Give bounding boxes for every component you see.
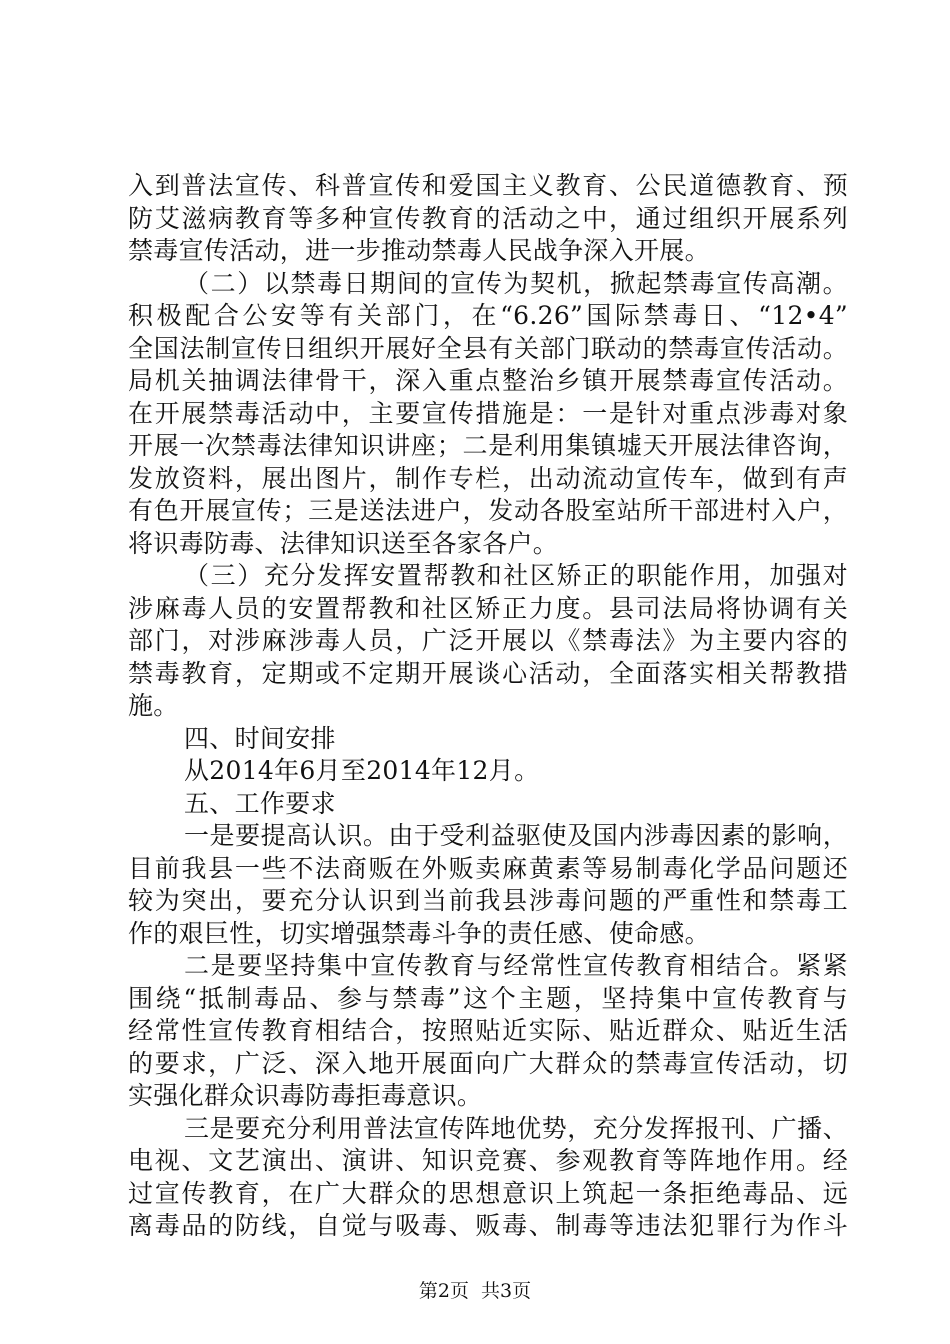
text-line: 积极配合公安等有关部门，在“6.26”国际禁毒日、“12•4” [128, 301, 848, 330]
text-line: 涉麻毒人员的安置帮教和社区矫正力度。县司法局将协调有关 [128, 593, 848, 623]
text-line: 目前我县一些不法商贩在外贩卖麻黄素等易制毒化学品问题还 [128, 853, 848, 883]
text-line: 四、时间安排 [184, 723, 336, 753]
text-line: 较为突出，要充分认识到当前我县涉毒问题的严重性和禁毒工 [128, 886, 848, 915]
text-line: 禁毒教育，定期或不定期开展谈心活动，全面落实相关帮教措 [128, 658, 848, 688]
text-line: 离毒品的防线，自觉与吸毒、贩毒、制毒等违法犯罪行为作斗 [128, 1211, 848, 1240]
text-line: 有色开展宣传；三是送法进户，发动各股室站所干部进村入户， [128, 496, 848, 525]
text-line: 围绕“抵制毒品、参与禁毒”这个主题，坚持集中宣传教育与 [128, 983, 848, 1013]
text-line: 入到普法宣传、科普宣传和爱国主义教育、公民道德教育、预 [128, 171, 848, 200]
text-line: 实强化群众识毒防毒拒毒意识。 [128, 1081, 483, 1110]
text-line: 施。 [128, 691, 179, 720]
text-line: 经常性宣传教育相结合，按照贴近实际、贴近群众、贴近生活 [128, 1016, 848, 1045]
text-line: 电视、文艺演出、演讲、知识竞赛、参观教育等阵地作用。经 [128, 1146, 848, 1175]
text-line: 全国法制宣传日组织开展好全县有关部门联动的禁毒宣传活动。 [128, 333, 848, 363]
text-line: 的要求，广泛、深入地开展面向广大群众的禁毒宣传活动，切 [128, 1048, 848, 1078]
text-line: 五、工作要求 [184, 788, 336, 818]
text-line: 从2014年6月至2014年12月。 [184, 756, 540, 785]
text-line: 将识毒防毒、法律知识送至各家各户。 [128, 528, 559, 558]
text-line: 一是要提高认识。由于受利益驱使及国内涉毒因素的影响， [184, 821, 848, 850]
text-line: （三）充分发挥安置帮教和社区矫正的职能作用，加强对 [184, 561, 848, 590]
text-line: 在开展禁毒活动中，主要宣传措施是：一是针对重点涉毒对象 [128, 398, 848, 428]
text-line: 二是要坚持集中宣传教育与经常性宣传教育相结合。紧紧 [184, 951, 848, 980]
text-line: 过宣传教育，在广大群众的思想意识上筑起一条拒绝毒品、远 [128, 1178, 848, 1208]
document-body [128, 170, 848, 1243]
text-line: 发放资料，展出图片，制作专栏，出动流动宣传车，做到有声 [128, 463, 848, 493]
text-line: 部门，对涉麻涉毒人员，广泛开展以《禁毒法》为主要内容的 [128, 626, 848, 655]
text-line: 局机关抽调法律骨干，深入重点整治乡镇开展禁毒宣传活动。 [128, 366, 848, 395]
text-line: 开展一次禁毒法律知识讲座；二是利用集镇墟天开展法律咨询， [128, 431, 848, 460]
text-line: （二）以禁毒日期间的宣传为契机，掀起禁毒宣传高潮。 [184, 268, 848, 298]
text-line: 禁毒宣传活动，进一步推动禁毒人民战争深入开展。 [128, 236, 710, 265]
text-line: 防艾滋病教育等多种宣传教育的活动之中，通过组织开展系列 [128, 203, 848, 233]
text-line: 三是要充分利用普法宣传阵地优势，充分发挥报刊、广播、 [184, 1113, 848, 1143]
page-footer: 第2页 共3页 [418, 1280, 532, 1302]
text-line: 作的艰巨性，切实增强禁毒斗争的责任感、使命感。 [128, 918, 710, 948]
